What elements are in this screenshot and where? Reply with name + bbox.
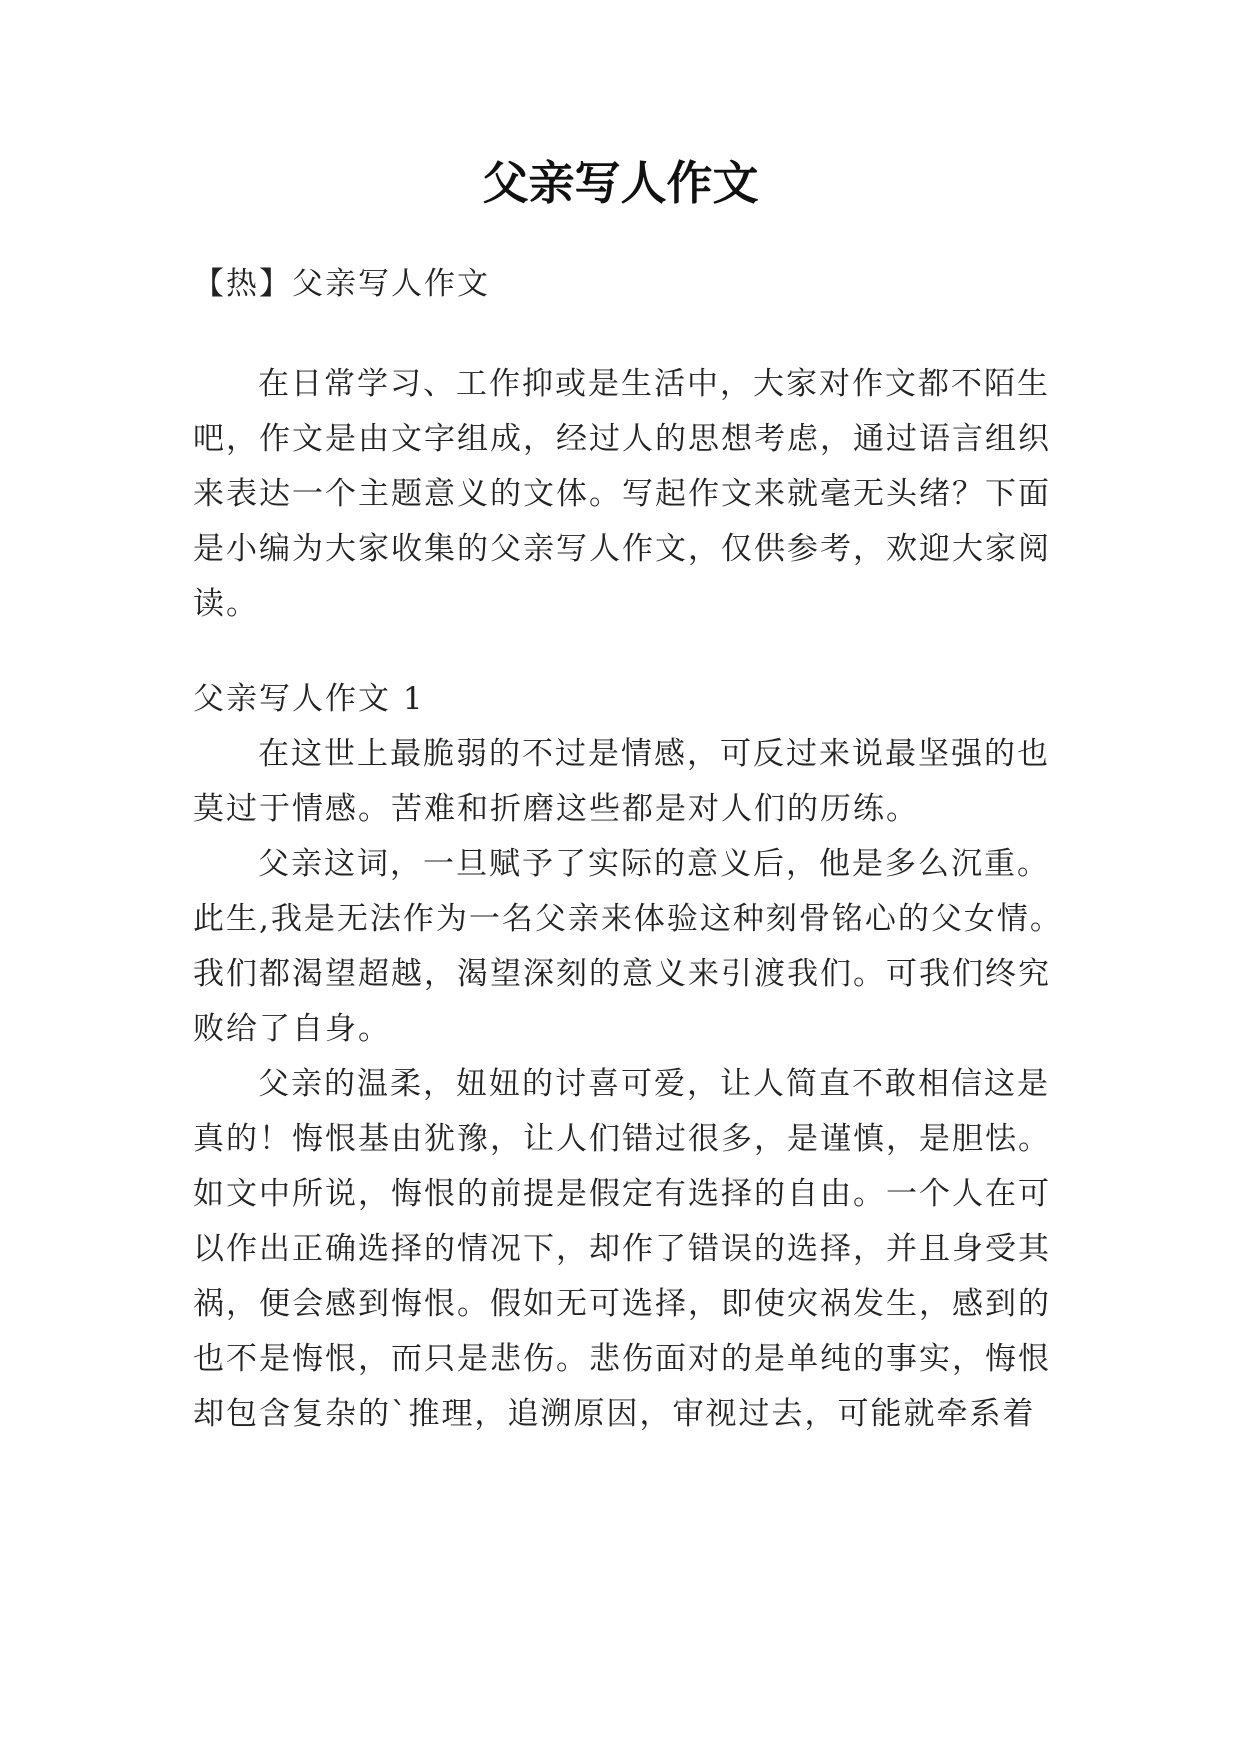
body-line: 败给了自身。 [193,1011,391,1047]
body-line: 我们都渴望超越，渴望深刻的意义来引渡我们。可我们终究 [193,956,1051,992]
intro-line: 在日常学习、工作抑或是生活中，大家对作文都不陌生 [258,366,1050,402]
body-line: 也不是悔恨，而只是悲伤。悲伤面对的是单纯的事实，悔恨 [193,1341,1051,1377]
body-line: 却包含复杂的`推理，追溯原因，审视过去，可能就牵系着 [193,1396,1036,1432]
intro-line: 是小编为大家收集的父亲写人作文，仅供参考，欢迎大家阅 [193,531,1051,567]
body-line: 在这世上最脆弱的不过是情感，可反过来说最坚强的也 [258,736,1050,772]
intro-line: 读。 [193,586,259,622]
intro-line: 吧，作文是由文字组成，经过人的思想考虑，通过语言组织 [193,421,1051,457]
subtitle: 【热】父亲写人作文 [193,266,490,302]
body-line: 父亲的温柔，妞妞的讨喜可爱，让人简直不敢相信这是 [258,1066,1050,1102]
body-line: 如文中所说，悔恨的前提是假定有选择的自由。一个人在可 [193,1176,1051,1212]
body-line: 此生,我是无法作为一名父亲来体验这种刻骨铭心的父女情。 [193,901,1063,937]
body-line: 真的！悔恨基由犹豫，让人们错过很多，是谨慎，是胆怯。 [193,1121,1051,1157]
body-line: 莫过于情感。苦难和折磨这些都是对人们的历练。 [193,791,919,827]
section-heading: 父亲写人作文 1 [193,681,425,717]
document-title: 父亲写人作文 [482,156,759,210]
intro-line: 来表达一个主题意义的文体。写起作文来就毫无头绪？下面 [193,476,1051,512]
body-line: 父亲这词，一旦赋予了实际的意义后，他是多么沉重。 [258,846,1050,882]
body-line: 以作出正确选择的情况下，却作了错误的选择，并且身受其 [193,1231,1051,1267]
body-line: 祸，便会感到悔恨。假如无可选择，即使灾祸发生，感到的 [193,1286,1051,1322]
